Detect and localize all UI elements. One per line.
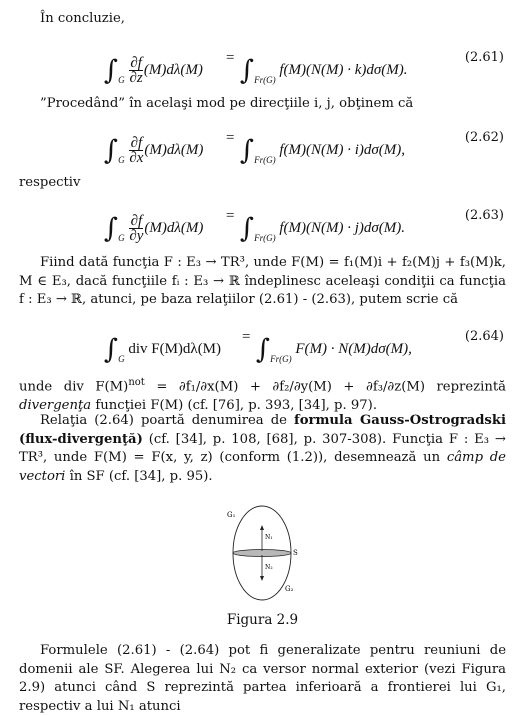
figure-2-9 (225, 503, 300, 603)
eq-lhs: $\int_G$ $\frac{\partial f}{\partial y}$ (M)dλ(M) (104, 213, 204, 245)
equation-number: (2.62) (464, 130, 504, 145)
paragraph-fiind: Fiind dată funcţia F : E₃ → TR³, unde F(M) = f₁(M)i + f₂(M)j + f₃(M)k, M ∈ E₃, dacă funcţiile fᵢ : E₃ → ℝ îndeplinesc aceleaşi condiţii ca funcţia f : E₃ → ℝ, atunci, pe baza relaţiilor (2.61) - (2.63), putem scrie că (19, 255, 506, 307)
normal-n1-arrowhead (260, 525, 264, 530)
equation-2-62: $\int_G$ $\frac{\partial f}{\partial x}$ (M)dλ(M) = $\int_{Fr(G)}$ f(M)(N(M) · i)dσ(M), (2.62) (104, 130, 504, 167)
eq-rhs: $\int_{Fr(G)}$ F(M) · N(M)dσ(M), (256, 334, 412, 365)
label-s: S (293, 549, 298, 557)
label-g1: G₁ (227, 511, 236, 519)
eq-lhs: $\int_G$ $\frac{\partial f}{\partial z}$ (M)dλ(M) (104, 55, 203, 87)
equation-number: (2.61) (464, 50, 504, 65)
label-n2: N₂ (265, 564, 273, 571)
equation-number: (2.63) (464, 208, 504, 223)
equation-number: (2.64) (464, 329, 504, 344)
eq-rhs: $\int_{Fr(G)}$ f(M)(N(M) · k)dσ(M). (240, 55, 408, 86)
equation-2-61: $\int_G$ $\frac{\partial f}{\partial z}$ (M)dλ(M) = $\int_{Fr(G)}$ f(M)(N(M) · k)dσ(M). (2.61) (104, 50, 504, 87)
label-n1: N₁ (265, 534, 273, 541)
equation-2-64: $\int_G$ div F(M)dλ(M) = $\int_{Fr(G)}$ F(M) · N(M)dσ(M), (2.64) (104, 329, 504, 365)
equation-2-63: $\int_G$ $\frac{\partial f}{\partial y}$ (M)dλ(M) = $\int_{Fr(G)}$ f(M)(N(M) · j)dσ(M). (2.63) (104, 208, 504, 245)
paragraph-relatia: Relaţia (2.64) poartă denumirea de formula Gauss-Ostrogradski (flux-divergenţă) (cf. [34], p. 108, [68], p. 307-308). Funcţia F : E₃ → TR³, unde F(M) = F(x, y, z) (conform (1.2)), desemnează un câmp de vectori în SF (cf. [34], p. 95). (19, 413, 506, 484)
label-g2: G₂ (285, 585, 294, 593)
paragraph-final: Formulele (2.61) - (2.64) pot fi generalizate pentru reuniuni de domenii ale SF. Alegerea lui N₂ ca versor normal exterior (vezi Figura 2.9) atunci când S reprezintă partea inferioară a frontierei lui G₁, respectiv a lui N₁ atunci (19, 643, 506, 714)
paragraph-procedand: ”Procedând” în acelaşi mod pe direcţiile i, j, obţinem că (40, 96, 414, 111)
normal-n2-arrowhead (260, 576, 264, 581)
eq-rhs: $\int_{Fr(G)}$ f(M)(N(M) · j)dσ(M). (240, 213, 406, 244)
respectiv-text: respectiv (19, 175, 81, 190)
figure-caption: Figura 2.9 (226, 612, 299, 628)
paragraph-divergence: unde div $F(M)^{not} = \partial f_1/\partial x(M) + \partial f_2/\partial y(M) + \partial f_3/\partial z(M)$ reprezintă divergenţa funcţiei F(M) (cf. [76], p. 393, [34], p. 97). (19, 377, 506, 413)
eq-lhs: $\int_G$ $\frac{\partial f}{\partial x}$ (M)dλ(M) (104, 135, 204, 167)
eq-rhs: $\int_{Fr(G)}$ f(M)(N(M) · i)dσ(M), (240, 135, 406, 166)
eq-lhs: $\int_G$ div F(M)dλ(M) (104, 334, 222, 365)
intro-text: În concluzie, (40, 11, 125, 26)
